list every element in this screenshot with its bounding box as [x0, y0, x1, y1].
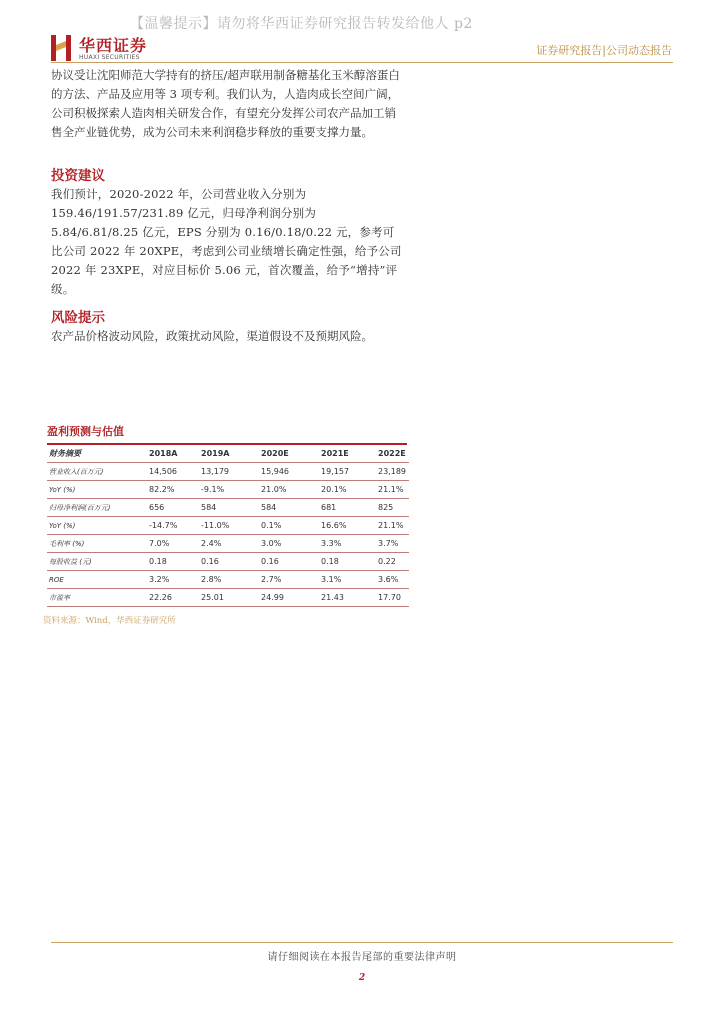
- table-row: [47, 499, 409, 517]
- table-row: [47, 553, 409, 571]
- table-cell: 2.4%: [201, 535, 261, 553]
- forecast-table: [47, 443, 407, 607]
- table-cell: 2.8%: [201, 571, 261, 589]
- logo-english-name: HUAXI SECURITIES: [79, 54, 140, 61]
- table-cell: 3.0%: [261, 535, 321, 553]
- header-divider: [51, 62, 673, 63]
- table-cell: 23,189: [378, 463, 409, 481]
- table-cell: 21.1%: [378, 517, 409, 535]
- table-cell: 82.2%: [149, 481, 201, 499]
- table-cell: 2.7%: [261, 571, 321, 589]
- table-cell: 21.43: [321, 589, 378, 607]
- table-cell: 3.3%: [321, 535, 378, 553]
- table-cell: 0.18: [321, 553, 378, 571]
- table-cell: 3.1%: [321, 571, 378, 589]
- table-cell: -11.0%: [201, 517, 261, 535]
- forecast-table-title: 盈利预测与估值: [47, 425, 124, 438]
- table-cell: 3.6%: [378, 571, 409, 589]
- footer-divider: [51, 942, 673, 943]
- row-label-cell: 每股收益 (元): [47, 553, 149, 571]
- table-row: [47, 463, 409, 481]
- row-label-cell: 归母净利润(百万元): [47, 499, 149, 517]
- table-cell: 19,157: [321, 463, 378, 481]
- risk-warning-text: 农产品价格波动风险，政策扰动风险，渠道假设不及预期风险。: [51, 329, 373, 343]
- table-cell: 22.26: [149, 589, 201, 607]
- investment-advice-title: 投资建议: [51, 168, 105, 184]
- table-cell: 825: [378, 499, 409, 517]
- huaxi-logo-icon: [51, 35, 71, 61]
- row-label-cell: 市盈率: [47, 589, 149, 607]
- row-label-cell: 营业收入(百万元): [47, 463, 149, 481]
- legal-disclaimer-note: 请仔细阅读在本报告尾部的重要法律声明: [267, 952, 457, 963]
- table-cell: 0.16: [201, 553, 261, 571]
- table-header-cell: 2020E: [261, 445, 321, 463]
- row-label-cell: 毛利率 (%): [47, 535, 149, 553]
- table-cell: 656: [149, 499, 201, 517]
- report-type-label: 证券研究报告|公司动态报告: [536, 44, 672, 57]
- table-row: [47, 481, 409, 499]
- table-cell: 20.1%: [321, 481, 378, 499]
- table-row: [47, 571, 409, 589]
- table-cell: 0.18: [149, 553, 201, 571]
- table-cell: 0.16: [261, 553, 321, 571]
- table-cell: 0.1%: [261, 517, 321, 535]
- table-cell: 3.2%: [149, 571, 201, 589]
- table-cell: 16.6%: [321, 517, 378, 535]
- table-cell: 7.0%: [149, 535, 201, 553]
- row-label-cell: ROE: [47, 571, 149, 589]
- table-header-cell: 2019A: [201, 445, 261, 463]
- risk-warning-title: 风险提示: [51, 310, 105, 326]
- table-source-note: 资料来源：Wind，华西证券研究所: [43, 616, 176, 626]
- table-cell: 14,506: [149, 463, 201, 481]
- table-cell: 21.1%: [378, 481, 409, 499]
- table-cell: 0.22: [378, 553, 409, 571]
- table-header-cell: 2022E: [378, 445, 409, 463]
- table-cell: 21.0%: [261, 481, 321, 499]
- row-label-cell: YoY (%): [47, 517, 149, 535]
- table-cell: 3.7%: [378, 535, 409, 553]
- table-cell: -9.1%: [201, 481, 261, 499]
- table-cell: 25.01: [201, 589, 261, 607]
- table-cell: 17.70: [378, 589, 409, 607]
- row-label-cell: YoY (%): [47, 481, 149, 499]
- table-row: [47, 517, 409, 535]
- table-header-row: [47, 445, 409, 463]
- table-cell: -14.7%: [149, 517, 201, 535]
- page-number: 2: [358, 973, 366, 983]
- intro-paragraph: 协议受让沈阳师范大学持有的挤压/超声联用制备糖基化玉米醇溶蛋白的方法、产品及应用等 3 项专利。我们认为，人造肉成长空间广阔，公司积极探索人造肉相关研发合作，有望充分发挥公司农产品加工销售全产业链优势，成为公司未来利润稳步释放的重要支撑力量。: [51, 68, 400, 139]
- table-header-cell: 2018A: [149, 445, 201, 463]
- table-row: [47, 589, 409, 607]
- table-header-cell: 财务摘要: [47, 445, 149, 463]
- table-cell: 681: [321, 499, 378, 517]
- table-header-cell: 2021E: [321, 445, 378, 463]
- table-row: [47, 535, 409, 553]
- table-cell: 584: [261, 499, 321, 517]
- logo-chinese-name: 华西证券: [79, 36, 148, 55]
- table-cell: 584: [201, 499, 261, 517]
- table-cell: 13,179: [201, 463, 261, 481]
- table-cell: 24.99: [261, 589, 321, 607]
- table-cell: 15,946: [261, 463, 321, 481]
- watermark-notice: 【温馨提示】请勿将华西证券研究报告转发给他人 p2: [130, 16, 473, 32]
- investment-advice-text: 我们预计，2020-2022 年，公司营业收入分别为 159.46/191.57/231.89 亿元，归母净利润分别为 5.84/6.81/8.25 亿元，EPS 分别为 0.16/0.18/0.22 元，参考可比公司 2022 年 20XPE，考虑到公司业绩增长确定性强，给予公司 2022 年 23XPE，对应目标价 5.06 元，首次覆盖，给予“增持”评级。: [51, 187, 402, 296]
